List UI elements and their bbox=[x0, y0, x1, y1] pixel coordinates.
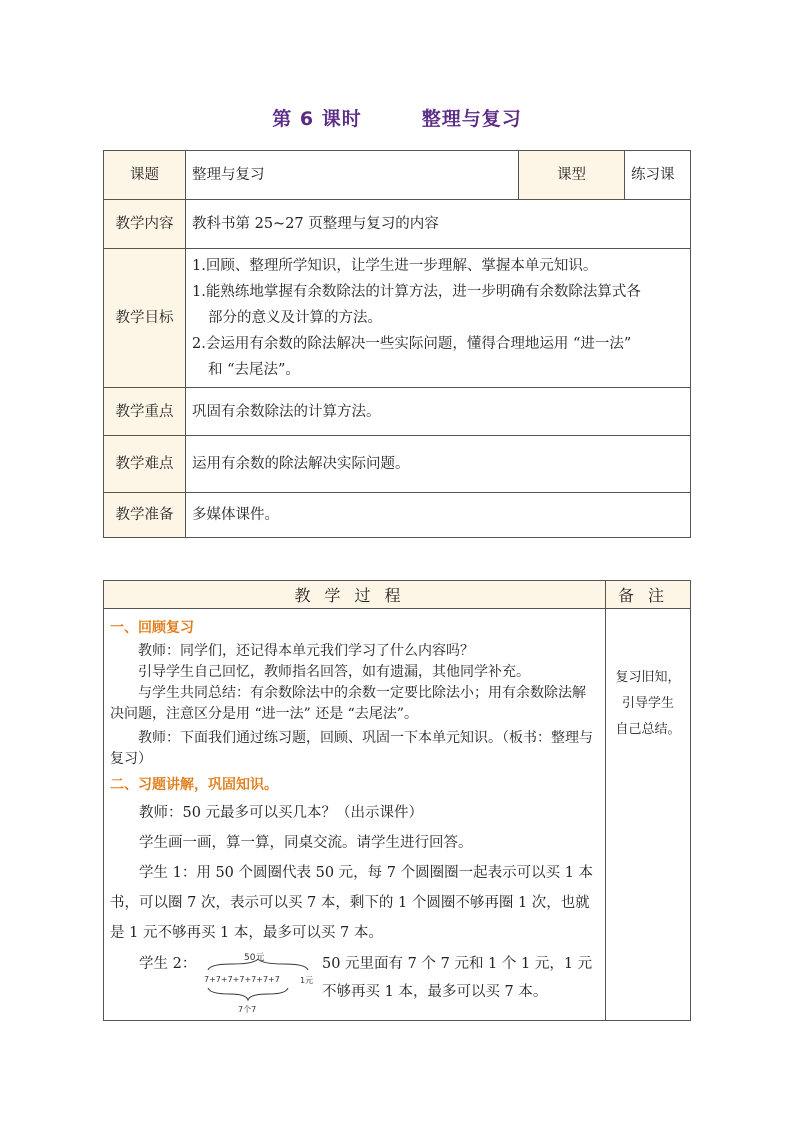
goals-label: 教学目标 bbox=[104, 249, 186, 388]
goal-line: 1.回顾、整理所学知识，让学生进一步理解、掌握本单元知识。 bbox=[192, 258, 598, 274]
paragraph: 教师：50 元最多可以买几本？（出示课件） bbox=[139, 805, 424, 821]
prep-label: 教学准备 bbox=[104, 493, 186, 538]
section-title: 二、习题讲解，巩固知识。 bbox=[110, 777, 278, 793]
lesson-number: 第 6 课时 bbox=[272, 108, 362, 130]
notes-header: 备注 bbox=[606, 581, 691, 609]
subject-value: 整理与复习 bbox=[186, 151, 519, 200]
note-line: 自己总结。 bbox=[615, 722, 681, 737]
difficulty-row bbox=[104, 436, 691, 493]
process-content bbox=[104, 609, 606, 1021]
lesson-info-table bbox=[103, 150, 691, 538]
goals-row bbox=[104, 249, 691, 388]
process-body-row bbox=[104, 609, 691, 1021]
difficulty-value: 运用有余数的除法解决实际问题。 bbox=[186, 436, 691, 493]
student2-text: 50 元里面有 7 个 7 元和 1 个 1 元，1 元不够再买 1 本，最多可以买 7 本。 bbox=[322, 956, 593, 1000]
goal-line: 2.会运用有余数的除法解决一些实际问题，懂得合理地运用 “进一法” bbox=[192, 336, 632, 352]
content-label: 教学内容 bbox=[104, 200, 186, 249]
subject-label: 课题 bbox=[104, 151, 186, 200]
key-value: 巩固有余数除法的计算方法。 bbox=[186, 388, 691, 436]
paragraph: 学生画一画，算一算，同桌交流。请学生进行回答。 bbox=[139, 835, 473, 851]
sketch-row: 7+7+7+7+7+7+7 bbox=[204, 975, 280, 984]
difficulty-label: 教学难点 bbox=[104, 436, 186, 493]
goals-cell bbox=[186, 249, 691, 388]
key-label: 教学重点 bbox=[104, 388, 186, 436]
paragraph: 教师：同学们，还记得本单元我们学习了什么内容吗？ bbox=[138, 643, 474, 659]
type-value: 练习课 bbox=[625, 151, 691, 200]
content-value: 教科书第 25~27 页整理与复习的内容 bbox=[186, 200, 691, 249]
key-row bbox=[104, 388, 691, 436]
student2-block bbox=[110, 950, 599, 1020]
notes-cell bbox=[606, 609, 691, 1021]
note-line: 复习旧知， bbox=[615, 670, 681, 685]
sketch-remainder: 1元 bbox=[300, 976, 314, 985]
prep-value: 多媒体课件。 bbox=[186, 493, 691, 538]
student2-label: 学生 2： bbox=[139, 956, 197, 972]
paragraph: 教师：下面我们通过练习题，回顾、巩固一下本单元知识。（板书：整理与复习） bbox=[110, 730, 593, 767]
sketch-top: 50元 bbox=[244, 953, 265, 963]
goal-line: 部分的意义及计算的方法。 bbox=[208, 310, 382, 326]
note-line: 引导学生 bbox=[621, 696, 674, 711]
paragraph: 引导学生自己回忆，教师指名回答，如有遗漏，其他同学补充。 bbox=[138, 664, 530, 680]
paragraph: 与学生共同总结：有余数除法中的余数一定要比除法小；用有余数除法解决问题，注意区分是用 “进一法” 还是 “去尾法”。 bbox=[110, 685, 586, 722]
bottom-brace bbox=[208, 988, 288, 1000]
prep-row bbox=[104, 493, 691, 538]
process-header-row bbox=[104, 581, 691, 609]
goal-line: 1.能熟练地掌握有余数除法的计算方法，进一步明确有余数除法算式各 bbox=[192, 284, 641, 300]
process-header: 教学过程 bbox=[104, 581, 606, 609]
goal-line: 和 “去尾法”。 bbox=[208, 362, 300, 378]
page-title bbox=[0, 104, 794, 131]
handwritten-sketch bbox=[202, 950, 320, 1020]
process-table bbox=[103, 580, 691, 1021]
lesson-topic: 整理与复习 bbox=[421, 108, 522, 130]
sketch-bottom: 7个7 bbox=[238, 1005, 257, 1014]
content-row bbox=[104, 200, 691, 249]
paragraph: 学生 1：用 50 个圆圈代表 50 元，每 7 个圆圈圈一起表示可以买 1 本书，可以圈 7 次，表示可以买 7 本，剩下的 1 个圆圈不够再圈 1 次，也就是 1 元不够再买 1 本，最多可以买 7 本。 bbox=[110, 865, 594, 941]
subject-row bbox=[104, 151, 691, 200]
section-title: 一、回顾复习 bbox=[110, 620, 194, 636]
type-label: 课型 bbox=[519, 151, 625, 200]
